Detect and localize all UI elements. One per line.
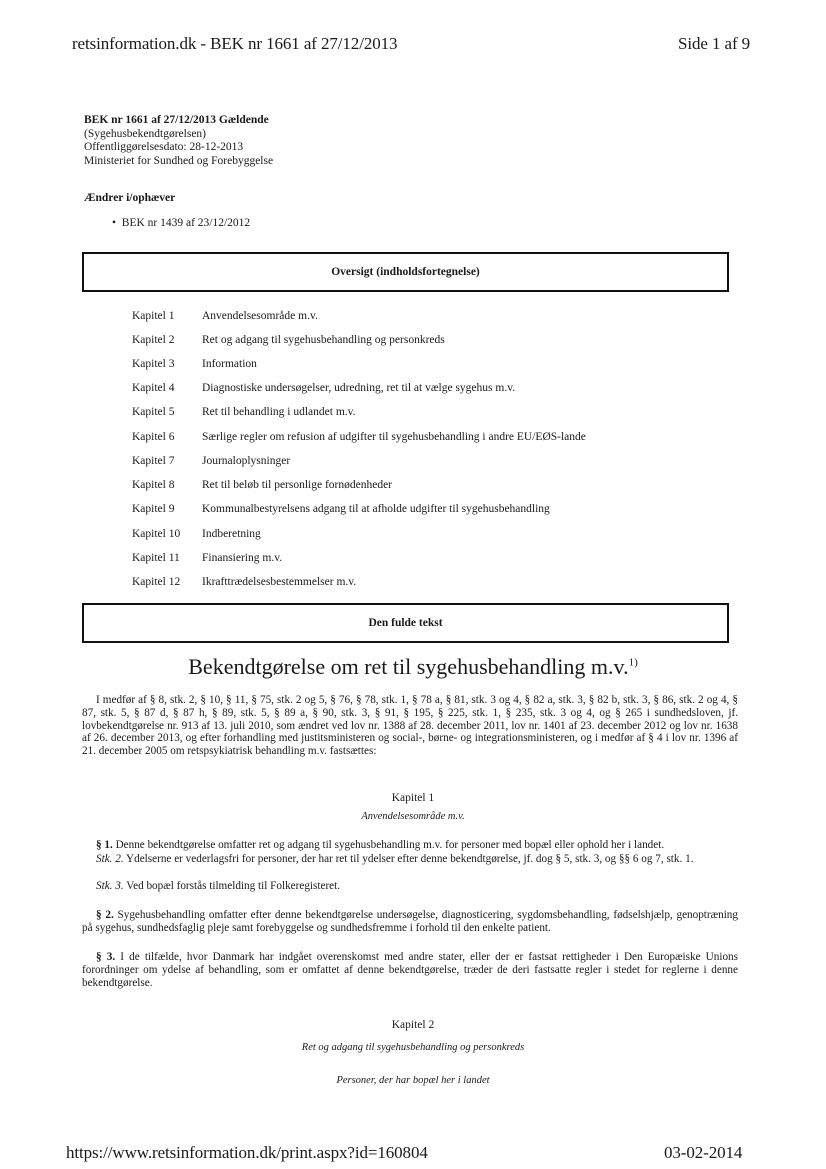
stk-label: Stk. 3. (96, 880, 124, 892)
page-footer-url: https://www.retsinformation.dk/print.aspx?id=160804 (66, 1143, 428, 1162)
fulltext-heading-box (82, 603, 729, 643)
doc-published-date: Offentliggørelsesdato: 28-12-2013 (84, 141, 244, 153)
main-title (0, 654, 826, 680)
page-header-pagenum: Side 1 af 9 (678, 34, 751, 53)
chapter2-section-heading: Personer, der har bopæl her i landet (336, 1075, 490, 1086)
toc-chapter-title: Ret til behandling i udlandet m.v. (202, 406, 356, 418)
paragraph-number: § 3. (96, 951, 116, 963)
doc-title-line: BEK nr 1661 af 27/12/2013 Gældende (84, 114, 269, 126)
toc-chapter-title: Information (202, 358, 257, 370)
toc-chapter-num: Kapitel 10 (132, 528, 181, 540)
preamble: I medfør af § 8, stk. 2, § 10, § 11, § 75, stk. 2 og 5, § 76, § 78, stk. 1, § 78 a, § 81, stk. 3 og 4, § 82 a, stk. 3, § 82 b, stk. 3, § 86, stk. 2 og 4, § 87, stk. 5, § 87 d, § 87 h, § 89, stk. 5, § 89 a, § 90, stk. 3, § 91, § 195, § 225, stk. 1, § 235, stk. 3 og 4, og § 265 i sundhedsloven, jf. lovbekendtgørelse nr. 913 af 13. juli 2010, som ændret ved lov nr. 1388 af 28. december 2011, lov nr. 1401 af 23. december 2012 og lov nr. 1638 af 26. december 2013, og efter forhandling med justitsministeren og social-, børne- og integrationsministeren, og i medfør af § 4 i lov nr. 1396 af 21. december 2005 om retspsykiatrisk behandling m.v. fastsættes: (82, 694, 738, 758)
paragraph-1 (82, 839, 738, 852)
toc-chapter-num: Kapitel 3 (132, 358, 175, 370)
chapter2-subtitle: Ret og adgang til sygehusbehandling og personkreds (301, 1042, 525, 1053)
paragraph-text: Denne bekendtgørelse omfatter ret og adgang til sygehusbehandling m.v. for personer med bopæl eller ophold her i landet. (115, 839, 665, 851)
amends-heading: Ændrer i/ophæver (84, 192, 176, 204)
toc-chapter-num: Kapitel 2 (132, 334, 175, 346)
toc-heading-box (82, 252, 729, 292)
toc-chapter-title: Kommunalbestyrelsens adgang til at afholde udgifter til sygehusbehandling (202, 503, 550, 515)
toc-chapter-title: Ikrafttrædelsesbestemmelser m.v. (202, 576, 357, 588)
fulltext-heading: Den fulde tekst (368, 617, 443, 629)
toc-chapter-title: Anvendelsesområde m.v. (202, 310, 318, 322)
toc-chapter-title: Særlige regler om refusion af udgifter til sygehusbehandling i andre EU/EØS-lande (202, 431, 586, 443)
paragraph-text: Sygehusbehandling omfatter efter denne bekendtgørelse undersøgelse, diagnosticering, sygdomsbehandling, fødselshjælp, genoptræning på sygehus, sundhedsfaglig pleje samt forebyggelse og sundhedsfremme i forhold til den enkelte patient. (82, 909, 738, 934)
toc-chapter-title: Finansiering m.v. (202, 552, 283, 564)
paragraph-number: § 1. (96, 839, 113, 851)
doc-short-name: (Sygehusbekendtgørelsen) (84, 127, 206, 140)
stk-3 (82, 880, 738, 893)
amends-item-label: BEK nr 1439 af 23/12/2012 (121, 217, 251, 229)
toc-chapter-num: Kapitel 6 (132, 431, 175, 443)
stk-label: Stk. 2. (96, 853, 124, 865)
footnote-link[interactable]: 1) (628, 656, 638, 669)
bullet-icon: • (112, 217, 122, 229)
page-header-source: retsinformation.dk - BEK nr 1661 af 27/12/2013 (72, 34, 398, 53)
toc-chapter-num: Kapitel 5 (132, 406, 175, 418)
chapter1-label: Kapitel 1 (391, 792, 435, 804)
doc-meta (84, 114, 273, 168)
stk-text: Ved bopæl forstås tilmelding til Folkeregisteret. (126, 880, 341, 892)
toc-chapter-num: Kapitel 8 (132, 479, 175, 491)
toc-heading: Oversigt (indholdsfortegnelse) (331, 266, 480, 278)
paragraph-3 (82, 951, 738, 989)
toc-chapter-num: Kapitel 4 (132, 382, 175, 394)
amends-item[interactable] (112, 217, 250, 229)
chapter2-label: Kapitel 2 (391, 1019, 435, 1031)
paragraph-text: I de tilfælde, hvor Danmark har indgået overenskomst med andre stater, eller der er fastsat rettigheder i Den Europæiske Unions forordninger om ydelse af behandling, som er omfattet af denne bekendtgørelse, træder de deri fastsatte regler i stedet for reglerne i denne bekendtgørelse. (82, 951, 739, 989)
toc-chapter-num: Kapitel 11 (132, 552, 180, 564)
toc-chapter-title: Ret og adgang til sygehusbehandling og personkreds (202, 334, 445, 346)
page-footer-date: 03-02-2014 (664, 1143, 743, 1162)
toc-chapter-num: Kapitel 7 (132, 455, 175, 467)
paragraph-2 (82, 909, 738, 935)
toc-chapter-title: Ret til beløb til personlige fornødenheder (202, 479, 393, 491)
stk-text: Ydelserne er vederlagsfri for personer, der har ret til ydelser efter denne bekendtgørelse, jf. dog § 5, stk. 3, og §§ 6 og 7, stk. 1. (126, 853, 694, 865)
toc-chapter-num: Kapitel 12 (132, 576, 181, 588)
stk-2 (82, 853, 738, 866)
toc-chapter-title: Diagnostiske undersøgelser, udredning, ret til at vælge sygehus m.v. (202, 382, 516, 394)
toc-chapter-title: Indberetning (202, 528, 261, 540)
doc-ministry: Ministeriet for Sundhed og Forebyggelse (84, 154, 274, 167)
toc-chapter-title: Journaloplysninger (202, 455, 291, 467)
chapter1-subtitle: Anvendelsesområde m.v. (361, 811, 465, 822)
toc-chapter-num: Kapitel 1 (132, 310, 175, 322)
paragraph-number: § 2. (96, 909, 114, 921)
main-title-text: Bekendtgørelse om ret til sygehusbehandling m.v. (188, 654, 629, 679)
toc-chapter-num: Kapitel 9 (132, 503, 175, 515)
